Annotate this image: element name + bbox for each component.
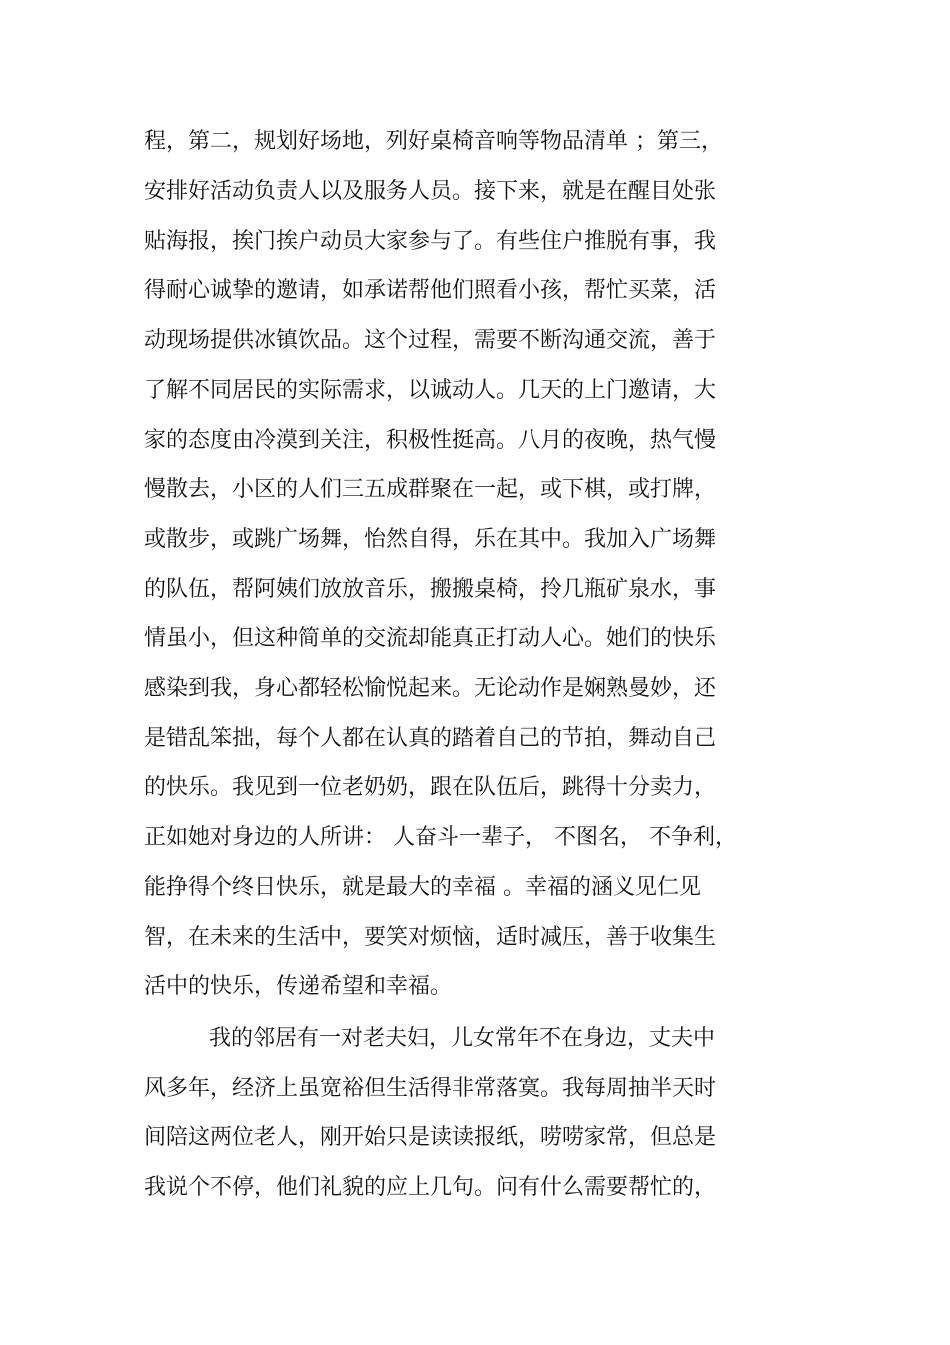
text-line: 我说个不停，他们礼貌的应上几句。问有什么需要帮忙的， <box>144 1175 717 1200</box>
text-line: 能挣得个终日快乐，就是最大的幸福 。幸福的涵义见仁见 <box>144 875 701 900</box>
text-line: 动现场提供冰镇饮品。这个过程，需要不断沟通交流，善于 <box>144 328 717 353</box>
text-line: 安排好活动负责人以及服务人员。接下来，就是在醒目处张 <box>144 179 717 204</box>
text-line: 贴海报，挨门挨户动员大家参与了。有些住户推脱有事，我 <box>144 229 717 254</box>
text-line: 的队伍，帮阿姨们放放音乐，搬搬桌椅，拎几瓶矿泉水，事 <box>144 577 717 602</box>
paragraph-first-line: 我的邻居有一对老夫妇，儿女常年不在身边，丈夫中 <box>209 1026 716 1051</box>
text-line: 了解不同居民的实际需求，以诚动人。几天的上门邀请，大 <box>144 378 717 403</box>
text-line: 活中的快乐，传递希望和幸福。 <box>144 974 453 999</box>
text-line: 是错乱笨拙，每个人都在认真的踏着自己的节拍，舞动自己 <box>144 726 717 751</box>
text-line: 的快乐。我见到一位老奶奶，跟在队伍后，跳得十分卖力， <box>144 775 717 800</box>
text-line: 情虽小，但这种简单的交流却能真正打动人心。她们的快乐 <box>144 626 717 651</box>
text-line: 得耐心诚挚的邀请，如承诺帮他们照看小孩，帮忙买菜，活 <box>144 278 717 303</box>
text-line: 感染到我，身心都轻松愉悦起来。无论动作是娴熟曼妙，还 <box>144 676 717 701</box>
text-line: 风多年，经济上虽宽裕但生活得非常落寞。我每周抽半天时 <box>144 1076 717 1101</box>
text-line: 间陪这两位老人，刚开始只是读读报纸，唠唠家常，但总是 <box>144 1125 717 1150</box>
text-line: 程，第二，规划好场地，列好桌椅音响等物品清单 ；第三， <box>144 129 723 154</box>
text-line: 智，在未来的生活中，要笑对烦恼，适时减压，善于收集生 <box>144 925 717 950</box>
text-line: 慢散去，小区的人们三五成群聚在一起，或下棋，或打牌， <box>144 477 717 502</box>
text-line: 家的态度由冷漠到关注，积极性挺高。八月的夜晚，热气慢 <box>144 428 717 453</box>
text-line: 正如她对身边的人所讲： 人奋斗一辈子， 不图名， 不争利， <box>144 825 737 850</box>
text-line: 或散步，或跳广场舞，怡然自得，乐在其中。我加入广场舞 <box>144 527 717 552</box>
